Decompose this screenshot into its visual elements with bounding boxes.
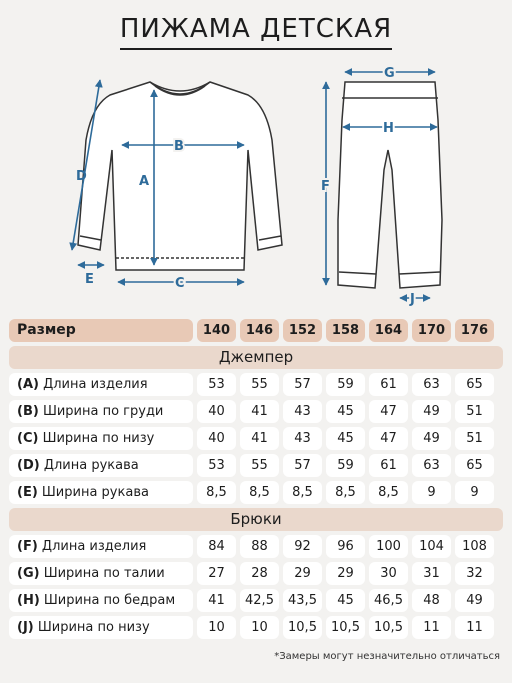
value-cell: 43,5 [283,589,322,612]
value-cell: 53 [197,373,236,396]
value-cell: 28 [240,562,279,585]
table-row [9,562,503,585]
trousers-drawing [338,82,442,288]
value-cell: 59 [326,454,365,477]
row-code: (B) [17,404,39,419]
value-cell: 63 [412,454,451,477]
table-row [9,400,503,423]
value-cell: 45 [326,400,365,423]
label-h: H [383,121,394,136]
value-cell: 61 [369,373,408,396]
row-label [9,481,193,504]
row-code: (G) [17,566,40,581]
row-label-text: Длина рукава [43,458,139,473]
section-header: Джемпер [9,346,503,369]
value-cell: 84 [197,535,236,558]
row-label [9,373,193,396]
size-header: 170 [412,319,451,342]
section-header: Брюки [9,508,503,531]
table-row [9,589,503,612]
row-label-text: Ширина по талии [43,566,165,581]
label-a: A [139,174,150,189]
value-cell: 10 [197,616,236,639]
value-cell: 45 [326,427,365,450]
value-cell: 61 [369,454,408,477]
value-cell: 47 [369,400,408,423]
value-cell: 63 [412,373,451,396]
value-cell: 92 [283,535,322,558]
row-label [9,616,193,639]
value-cell: 40 [197,400,236,423]
value-cell: 100 [369,535,408,558]
value-cell: 48 [412,589,451,612]
value-cell: 9 [412,481,451,504]
jumper-drawing [78,82,282,270]
row-label-text: Ширина рукава [41,485,149,500]
page-title: ПИЖАМА ДЕТСКАЯ [119,14,393,44]
label-f: F [321,179,330,194]
value-cell: 11 [412,616,451,639]
value-cell: 27 [197,562,236,585]
row-label-text: Ширина по бедрам [43,593,176,608]
label-e: E [85,272,94,287]
row-label-text: Длина изделия [41,539,147,554]
value-cell: 41 [197,589,236,612]
row-label [9,427,193,450]
value-cell: 49 [455,589,494,612]
value-cell: 47 [369,427,408,450]
value-cell: 88 [240,535,279,558]
value-cell: 45 [326,589,365,612]
value-cell: 8,5 [240,481,279,504]
value-cell: 53 [197,454,236,477]
size-header: 146 [240,319,279,342]
value-cell: 8,5 [197,481,236,504]
value-cell: 8,5 [283,481,322,504]
value-cell: 11 [455,616,494,639]
header-label: Размер [9,319,193,342]
value-cell: 10 [240,616,279,639]
value-cell: 46,5 [369,589,408,612]
row-code: (D) [17,458,40,473]
row-label-text: Ширина по низу [37,620,150,635]
size-header: 164 [369,319,408,342]
value-cell: 8,5 [369,481,408,504]
table-row [9,481,503,504]
table-header-row [9,319,503,342]
label-d: D [76,169,87,184]
row-code: (A) [17,377,39,392]
row-label [9,454,193,477]
row-code: (J) [17,620,34,635]
value-cell: 40 [197,427,236,450]
value-cell: 9 [455,481,494,504]
table-row [9,535,503,558]
size-table [9,319,503,643]
size-header: 152 [283,319,322,342]
value-cell: 57 [283,373,322,396]
row-label [9,589,193,612]
row-code: (E) [17,485,38,500]
size-header: 140 [197,319,236,342]
value-cell: 32 [455,562,494,585]
row-label-text: Ширина по низу [42,431,155,446]
value-cell: 104 [412,535,451,558]
table-row [9,427,503,450]
value-cell: 43 [283,427,322,450]
label-g: G [384,66,395,81]
footnote: *Замеры могут незначительно отличаться [274,651,500,662]
value-cell: 49 [412,400,451,423]
row-code: (H) [17,593,40,608]
title-underline [120,48,392,50]
table-row [9,373,503,396]
value-cell: 59 [326,373,365,396]
value-cell: 43 [283,400,322,423]
label-b: B [174,139,184,154]
value-cell: 10,5 [369,616,408,639]
value-cell: 55 [240,373,279,396]
value-cell: 96 [326,535,365,558]
value-cell: 10,5 [326,616,365,639]
label-j: J [410,292,415,307]
value-cell: 55 [240,454,279,477]
row-label-text: Ширина по груди [42,404,164,419]
value-cell: 108 [455,535,494,558]
value-cell: 30 [369,562,408,585]
row-label-text: Длина изделия [43,377,148,392]
table-row [9,616,503,639]
value-cell: 41 [240,427,279,450]
value-cell: 51 [455,400,494,423]
row-code: (C) [17,431,39,446]
value-cell: 8,5 [326,481,365,504]
value-cell: 29 [326,562,365,585]
value-cell: 42,5 [240,589,279,612]
value-cell: 49 [412,427,451,450]
value-cell: 31 [412,562,451,585]
garment-diagram [0,60,512,310]
size-header: 176 [455,319,494,342]
value-cell: 41 [240,400,279,423]
value-cell: 65 [455,373,494,396]
label-c: C [175,276,185,291]
size-header: 158 [326,319,365,342]
row-label [9,535,193,558]
value-cell: 10,5 [283,616,322,639]
table-row [9,454,503,477]
value-cell: 51 [455,427,494,450]
row-code: (F) [17,539,38,554]
value-cell: 65 [455,454,494,477]
value-cell: 57 [283,454,322,477]
value-cell: 29 [283,562,322,585]
row-label [9,400,193,423]
row-label [9,562,193,585]
